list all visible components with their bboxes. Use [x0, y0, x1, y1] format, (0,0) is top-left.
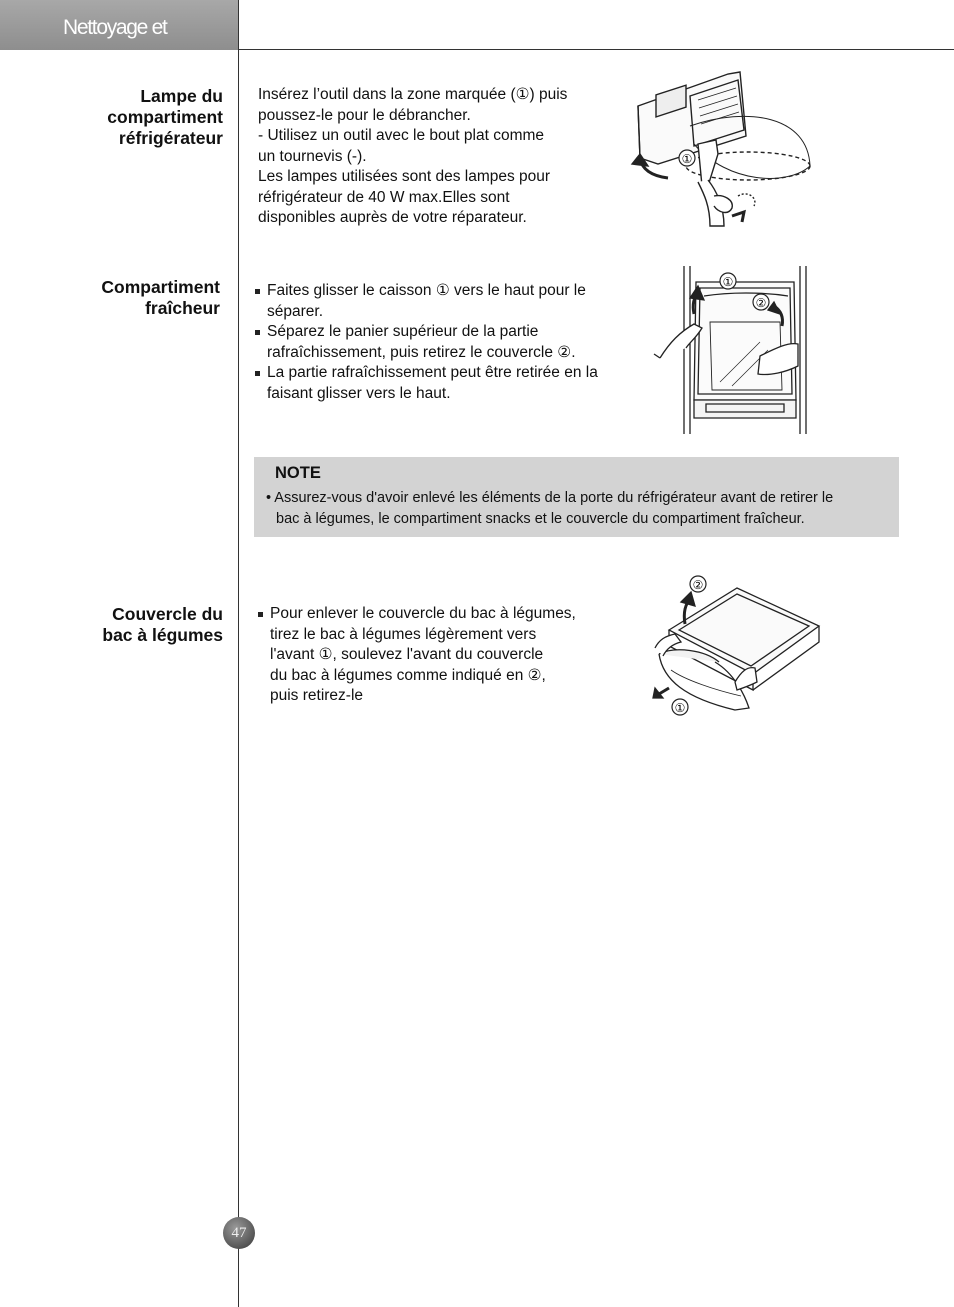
note-title: NOTE: [275, 464, 321, 482]
section-title-vegetable-cover: [102, 604, 223, 646]
callout-1: ①: [681, 152, 693, 166]
column-divider: [238, 0, 239, 1307]
note-text: [266, 488, 896, 529]
text-line: disponibles auprès de votre réparateur.: [258, 209, 527, 226]
callout-1: ①: [674, 701, 686, 715]
callout-2: ②: [692, 578, 704, 592]
bullet-line: puis retirez-le: [270, 687, 364, 704]
callout-2: ②: [755, 296, 767, 310]
bullet-line: faisant glisser vers le haut.: [267, 384, 451, 402]
text-line: poussez-le pour le débrancher.: [258, 106, 471, 124]
note-line: bac à légumes, le compartiment snacks et le couvercle du compartiment fraîcheur.: [276, 510, 805, 527]
title-line: réfrigérateur: [118, 128, 223, 148]
text-line: - Utilisez un outil avec le bout plat comme: [258, 127, 545, 144]
list-item: [258, 604, 618, 707]
callout-1: ①: [722, 275, 734, 289]
section-title-lamp: [107, 86, 223, 149]
note-box: [254, 457, 899, 537]
bullet-line: Faites glisser le caisson ① vers le haut pour le: [267, 282, 586, 299]
vegetable-cover-instructions: [258, 604, 618, 707]
title-line: bac à légumes: [102, 625, 223, 645]
title-line: fraîcheur: [145, 298, 220, 318]
title-line: Couvercle du: [112, 604, 223, 624]
bullet-line: l'avant ①, soulevez l'avant du couvercle: [270, 646, 544, 663]
bullet-line: rafraîchissement, puis retirez le couvercle ②.: [267, 343, 576, 361]
lamp-removal-illustration: [628, 66, 814, 234]
title-line: Lampe du: [140, 86, 223, 106]
bullet-line: séparer.: [267, 302, 324, 320]
bullet-line: La partie rafraîchissement peut être retirée en la: [267, 364, 598, 381]
section-header-tab: Nettoyage et entretien: [0, 0, 239, 50]
freshness-bullets: [255, 281, 635, 404]
list-item: [255, 281, 635, 322]
vegetable-cover-illustration: [645, 570, 823, 722]
bullet-line: tirez le bac à légumes légèrement vers: [270, 625, 537, 643]
bullet-line: Pour enlever le couvercle du bac à légumes,: [270, 605, 576, 622]
note-line: • Assurez-vous d'avoir enlevé les éléments de la porte du réfrigérateur avant de retirer le: [266, 490, 834, 506]
list-item: [255, 322, 635, 363]
list-item: [255, 363, 635, 404]
lamp-instructions: [258, 85, 567, 229]
title-line: Compartiment: [101, 277, 220, 297]
section-title-freshness: [101, 277, 220, 319]
text-line: réfrigérateur de 40 W max.Elles sont: [258, 188, 510, 206]
text-line: Les lampes utilisées sont des lampes pour: [258, 168, 551, 185]
page-number-badge: 47: [223, 1217, 255, 1249]
text-line: un tournevis (-).: [258, 147, 367, 165]
text-line: Insérez l’outil dans la zone marquée (①) puis: [258, 86, 568, 103]
title-line: compartiment: [107, 107, 223, 127]
bullet-line: du bac à légumes comme indiqué en ②,: [270, 666, 546, 684]
freshness-compartment-illustration: [650, 262, 816, 438]
header-divider: [239, 49, 954, 50]
bullet-line: Séparez le panier supérieur de la partie: [267, 323, 539, 340]
